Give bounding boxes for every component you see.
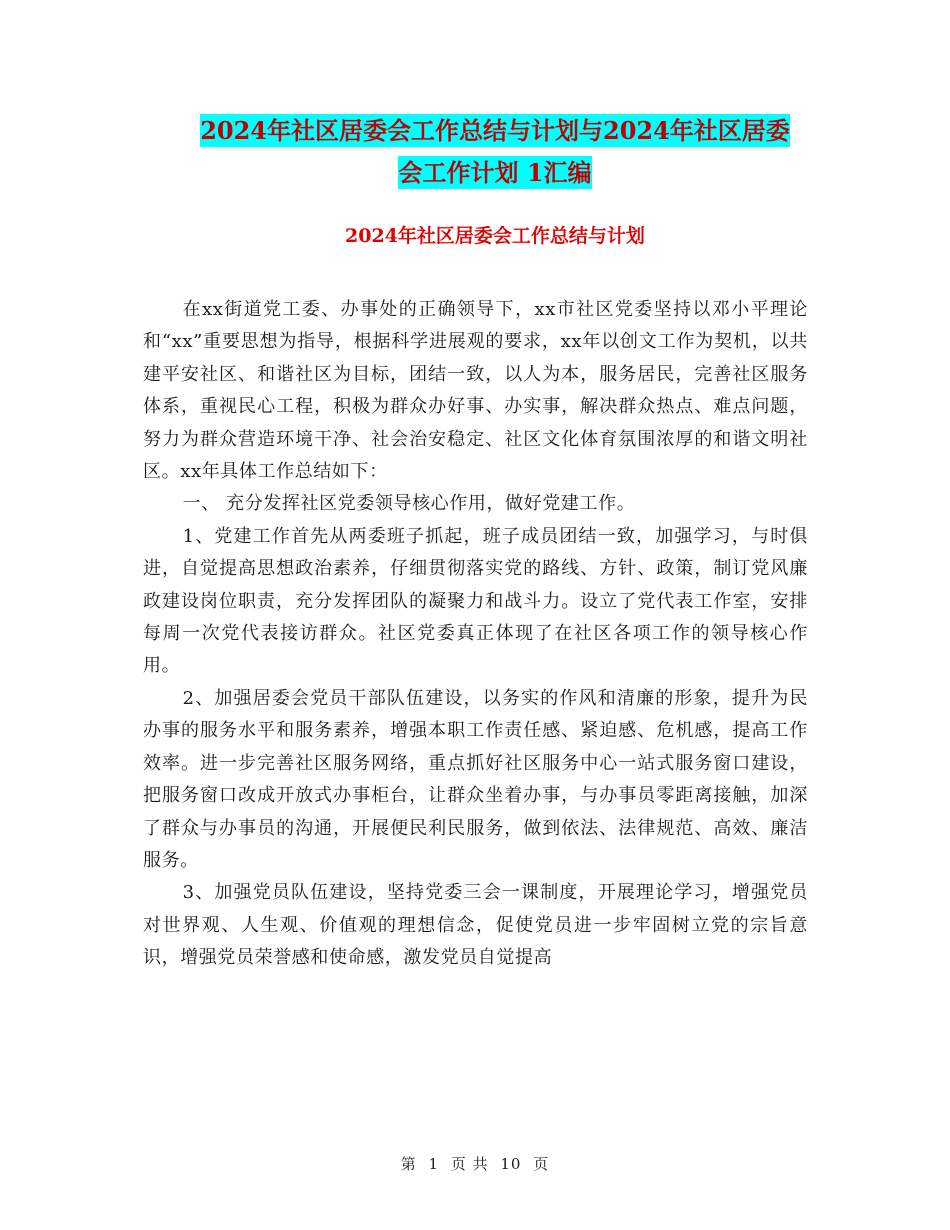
paragraph-heading-1: 一、 充分发挥社区党委领导核心作用，做好党建工作。 (182, 493, 636, 515)
paragraph-item-3: 3、加强党员队伍建设，坚持党委三会一课制度，开展理论学习，增强党员对世界观、人生观、价值观的理想信念，促使党员进一步牢固树立党的宗旨意识，增强党员荣誉感和使命感，激发党员自觉提高 (143, 882, 808, 969)
section-title: 2024年社区居委会工作总结与计划 (345, 225, 645, 247)
paragraph-item-1: 1、党建工作首先从两委班子抓起，班子成员团结一致，加强学习，与时俱进，自觉提高思想政治素养，仔细贯彻落实党的路线、方针、政策，制订党风廉政建设岗位职责，充分发挥团队的凝聚力和战斗力。设立了党代表工作室，安排每周一次党代表接访群众。社区党委真正体现了在社区各项工作的领导核心作用。 (143, 525, 808, 677)
document-title-line-2: 会工作计划 1汇编 (398, 158, 592, 187)
footer-total-pages: 10 (500, 1155, 522, 1173)
document-body (143, 294, 808, 975)
paragraph-intro: 在xx街道党工委、办事处的正确领导下，xx市社区党委坚持以邓小平理论和“xx”重要思想为指导，根据科学进展观的要求，xx年以创文工作为契机，以共建平安社区、和谐社区为目标，团结一致，以人为本，服务居民，完善社区服务体系，重视民心工程，积极为群众办好事、办实事，解决群众热点、难点问题，努力为群众营造环境干净、社会治安稳定、社区文化体育氛围浓厚的和谐文明社区。xx年具体工作总结如下： (143, 299, 808, 483)
document-title-line-1: 2024年社区居委会工作总结与计划与2024年社区居委 (200, 116, 790, 145)
footer-prefix: 第 (400, 1155, 417, 1173)
footer-page-number: 1 (428, 1155, 440, 1173)
document-title (140, 110, 850, 194)
footer-suffix: 页 (533, 1155, 550, 1173)
page-footer (0, 1153, 950, 1174)
footer-middle: 页 共 (450, 1155, 489, 1173)
paragraph-item-2: 2、加强居委会党员干部队伍建设，以务实的作风和清廉的形象，提升为民办事的服务水平和服务素养，增强本职工作责任感、紧迫感、危机感，提高工作效率。进一步完善社区服务网络，重点抓好社区服务中心一站式服务窗口建设，把服务窗口改成开放式办事柜台，让群众坐着办事，与办事员零距离接触，加深了群众与办事员的沟通，开展便民利民服务，做到依法、法律规范、高效、廉洁服务。 (143, 687, 808, 871)
